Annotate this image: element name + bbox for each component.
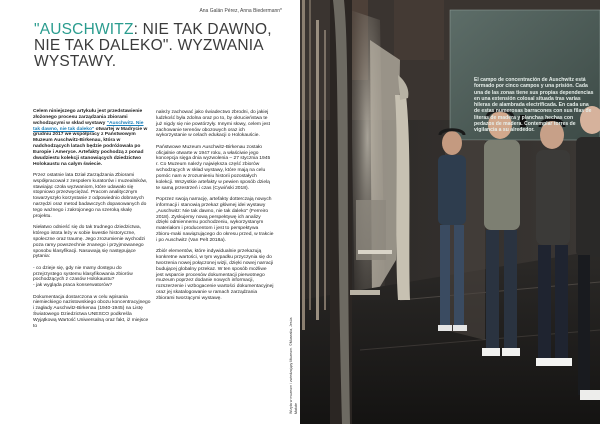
lead-body: otwartej w Madrycie w grudniu 2017 we współpracy z Państwowym Muzeum Auschwitz-Birkenau, która w nadchodzących latach będzie podróżowała po Europie i Ameryce. Artefakty pochodzą z ponad dwudziestu kolekcji stanowiących dziedzictwo Holokaustu na całym świecie. [33,126,148,167]
paragraph: Zbiór elementów, które indywidualnie przekazują konkretne wartości, w tym wypadku przyczynia się do tworzenia nowej połączonej wizji, dzięki nowej narracji budującej globalny przekaz. W ten sposób możliwe jest wsparcie procesów dokumentacji pierwotnego muzeum poprzez dodanie nowych informacji, rozszerzenie i wzbogacenie wartości dokumentacyjnej oraz jej skatalogowanie w ramach zarządzania zbiorami tworzącymi wystawę. [156,249,274,301]
photo-caption: Wizyta w muzeum i zwiedzający Muzeum. ©Musealia, Jesús Matute [289,317,298,414]
lead-paragraph [33,109,151,167]
article-title [34,22,284,70]
exhibition-photo-scene [300,0,600,424]
exhibition-photo [300,0,600,424]
title-quoted-word: "AUSCHWITZ [34,21,134,38]
exhibition-panel-text: El campo de concentración de Auschwitz está formado por cinco campos y una prisión. Cada una de las zonas tiene sus propias dependencias en una extensión colosal situada tras varias hileras de alambrada electrificada. En cada una de estas numerosas barracones con sus filas de literas de madera y planchas hechas con pedazos de madera. Contemplar torres de vigilancia a su alrededor. [474,77,594,134]
paragraph: Przez ostatnie lata Dział Zarządzania Zbiorami współpracował z zespołem kuratorów i muzealników, stawiając czoła wyzwaniom, które udawało się stopniowo przezwyciężać. Pracom analitycznym towarzyszyło korzystanie z odpowiednio dobranych narzędzi oraz metod badawczych dopasowanych do tego ważnego i zakrojonego na szeroką skalę projektu. [33,172,148,219]
question-item: - jak wygląda praca konserwatorów? [33,283,113,289]
paragraph: Niełatwo odnieść się do tak trudnego dziedzictwa, którego istota leży w sobie kwestie historyczne, społeczne oraz traumę. Jego zrozumienie wychodzi poza ramy powszechnie znanego i przyjmowanego sposobu klasyfikacji. Nasuwają się następujące pytania: [33,225,145,260]
text-column-2 [156,110,274,307]
paragraph: należy zachować jako świadectwo zbrodni, do jakiej ludzkość była zdolna oraz po to, by okrucieństwa te już nigdy się nie powtórzyły. Innymi słowy, celem jest zachowanie terenów obozowych oraz ich wykorzystanie w celach edukacji o Holokauście. [156,110,270,139]
exhibition-link[interactable]: "Auschwitz. Nie tak dawno, nie tak daleko" [33,120,144,132]
text-column-1 [33,109,151,335]
question-item: - co dzieje się, gdy nie mamy dostępu do przejrzystego systemu klasyfikowania zbiorów pochodzących z czasów Holokaustu? [33,265,133,283]
authors-line: Ana Galán Pérez, Anna Biedermann* [199,8,282,14]
paragraph: Państwowe Muzeum Auschwitz-Birkenau zostało oficjalnie otwarte w 1947 roku, a właściwie jego koncepcja sięga dnia wyzwolenia – 27 stycznia 1945 r. Co Muzeum należy największa część zbiorów wchodzących w skład wystawy, które mają na celu pomóc nam w zrozumieniu historii pozostałych kolekcji. Wszystkie artefakty w pewien sposób dzielą te samą przestrzeń i czas (Cywiński 2018). [156,144,271,191]
lead-intro: Celem niniejszego artykułu jest przedstawienie złożonego procesu zarządzania zbiorami wchodzącymi w skład wystawy [33,109,143,126]
title-rest: : NIE TAK DAWNO, NIE TAK DALEKO". WYZWANIA WYSTAWY. [34,21,272,70]
paragraph: Poprzez swoją narrację, artefakty dotterczają nowych informacji i stanowią przekaz głównej idei wystawy „Auschwitz: Nie tak dawno, nie tak daleko" (Ferreiro 2018). Zyskujemy nową perspektywę ich analizy dzięki odmiennemu pochodzeniu, wykorzystanym materiałom i producentom i jest to perspektywa zbioru-maki nawiązującego do okresu przed, w trakcie i po Auschwitz (Van Pelt 2018a). [156,196,274,243]
paragraph: Dokumentacja dostarczona w celu wpisania niemieckiego nazistowskiego obozu koncentracyjnego i zagłady Auschwitz-Birkenau (1940-1945) na Listę Światowego Dziedzictwa UNESCO podkreśla Wyjątkową Wartość Uniwersalną oraz fakt, iż miejsce to [33,294,151,329]
